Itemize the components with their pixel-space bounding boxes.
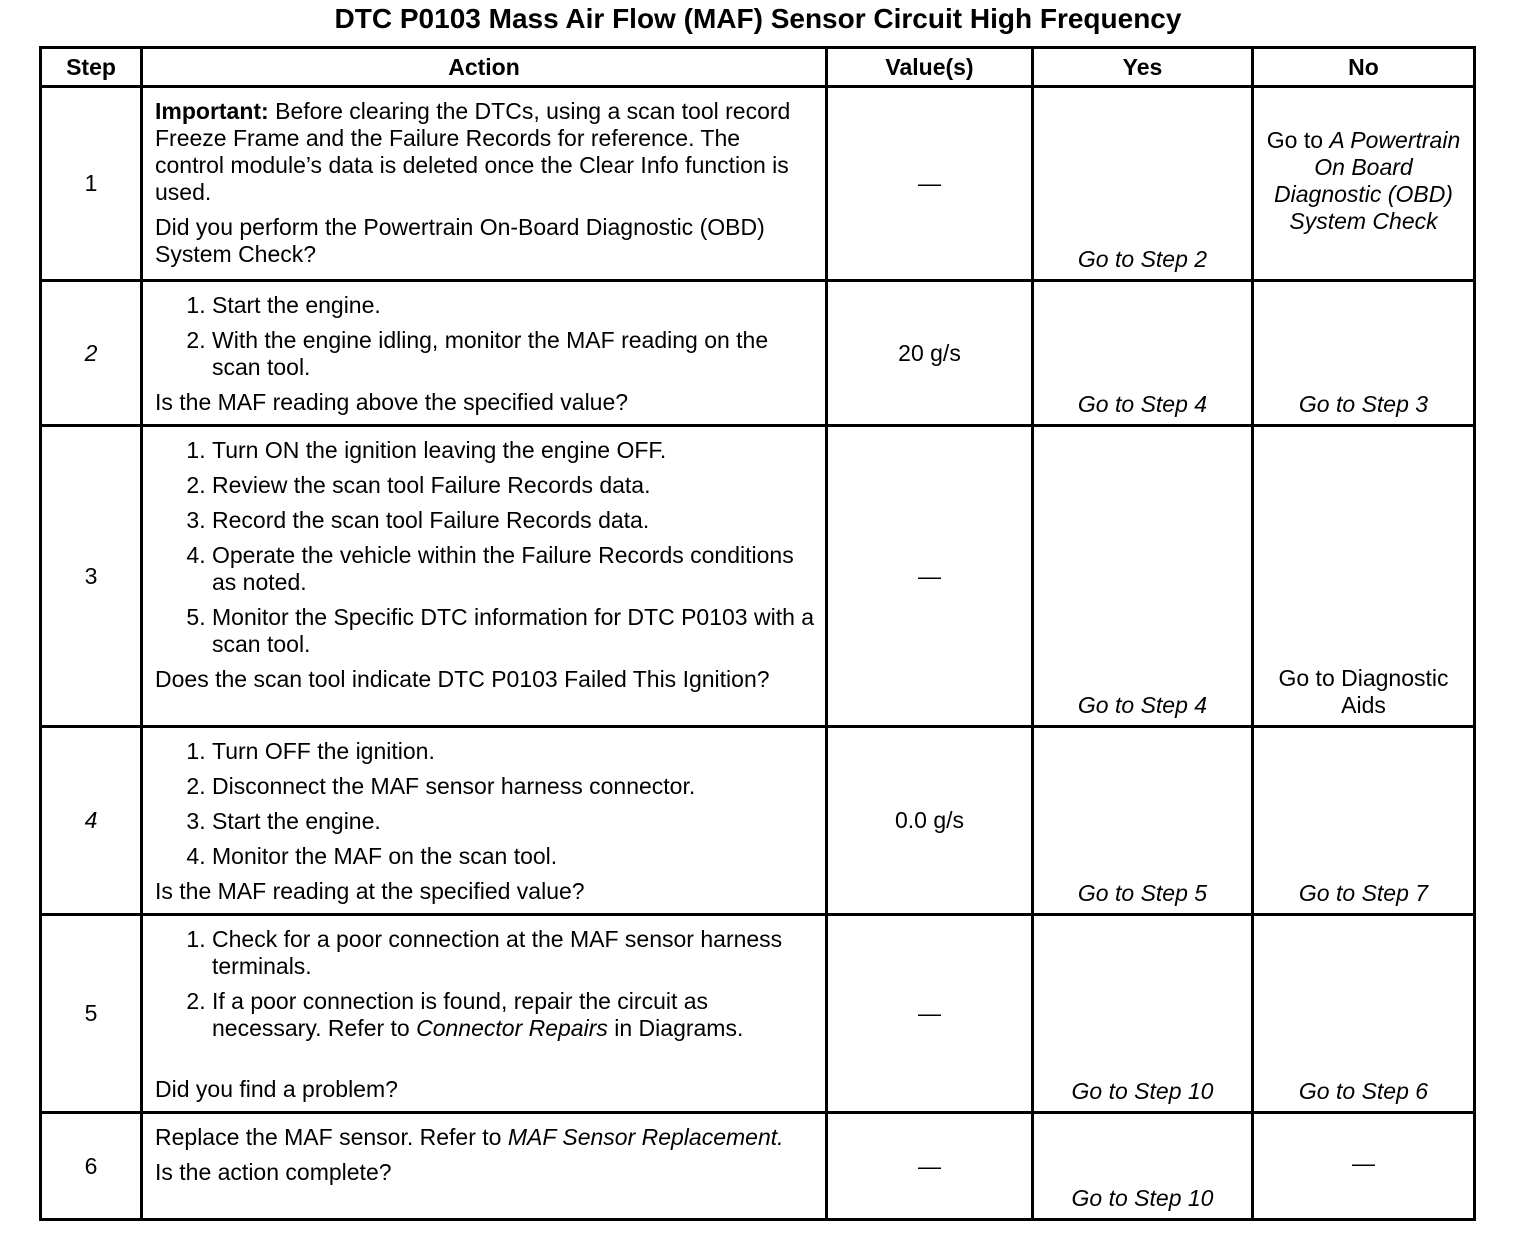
value-cell: 20 g/s bbox=[827, 281, 1033, 426]
table-row bbox=[41, 1113, 1475, 1220]
header-step: Step bbox=[41, 48, 142, 87]
yes-cell: Go to Step 5 bbox=[1033, 727, 1253, 915]
step-number: 3 bbox=[41, 426, 142, 727]
diagnostic-table bbox=[39, 46, 1476, 1221]
no-cell: Go to Step 7 bbox=[1253, 727, 1475, 915]
step-question: Did you perform the Powertrain On-Board Diagnostic (OBD) System Check? bbox=[155, 214, 765, 267]
table-row bbox=[41, 87, 1475, 281]
action-cell bbox=[142, 426, 827, 727]
header-yes: Yes bbox=[1033, 48, 1253, 87]
list-item-text: in Diagrams. bbox=[607, 1015, 744, 1041]
list-item: 3. Record the scan tool Failure Records data. bbox=[212, 507, 815, 534]
value-cell: — bbox=[827, 87, 1033, 281]
no-cell: Go to Step 3 bbox=[1253, 281, 1475, 426]
action-cell bbox=[142, 87, 827, 281]
step-question: Is the MAF reading at the specified value? bbox=[155, 878, 585, 904]
step-question: Does the scan tool indicate DTC P0103 Failed This Ignition? bbox=[155, 666, 770, 692]
page-title: DTC P0103 Mass Air Flow (MAF) Sensor Circuit High Frequency bbox=[334, 3, 1182, 34]
action-list bbox=[155, 926, 815, 1042]
maf-replacement-link: MAF Sensor Replacement. bbox=[507, 1124, 784, 1150]
spacer bbox=[155, 1050, 815, 1076]
table-row bbox=[41, 727, 1475, 915]
no-cell: Go to Diagnostic Aids bbox=[1253, 426, 1475, 727]
value-cell: — bbox=[827, 1113, 1033, 1220]
list-item: 1. Turn OFF the ignition. bbox=[212, 738, 815, 765]
step-question: Is the action complete? bbox=[155, 1159, 392, 1185]
step-number: 6 bbox=[41, 1113, 142, 1220]
value-cell: — bbox=[827, 915, 1033, 1113]
list-item: 3. Start the engine. bbox=[212, 808, 815, 835]
list-item: 2. Disconnect the MAF sensor harness connector. bbox=[212, 773, 815, 800]
action-list bbox=[155, 292, 815, 381]
important-label: Important: bbox=[155, 98, 269, 124]
yes-cell: Go to Step 2 bbox=[1033, 87, 1253, 281]
important-text: Before clearing the DTCs, using a scan tool record Freeze Frame and the Failure Records for reference. The control module’s data is deleted once the Clear Info function is used. bbox=[155, 98, 791, 205]
no-cell: — bbox=[1253, 1113, 1475, 1220]
header-no: No bbox=[1253, 48, 1475, 87]
yes-cell: Go to Step 10 bbox=[1033, 1113, 1253, 1220]
step-number: 2 bbox=[41, 281, 142, 426]
step-text bbox=[155, 1124, 815, 1151]
yes-cell: Go to Step 10 bbox=[1033, 915, 1253, 1113]
action-list bbox=[155, 437, 815, 658]
action-cell bbox=[142, 1113, 827, 1220]
list-item: 1. Start the engine. bbox=[212, 292, 815, 319]
action-cell bbox=[142, 727, 827, 915]
list-item: 4. Monitor the MAF on the scan tool. bbox=[212, 843, 815, 870]
step-text-pre: Replace the MAF sensor. Refer to bbox=[155, 1124, 508, 1150]
list-item: 4. Operate the vehicle within the Failure Records conditions as noted. bbox=[212, 542, 815, 596]
step-number: 5 bbox=[41, 915, 142, 1113]
action-cell bbox=[142, 281, 827, 426]
table-row bbox=[41, 426, 1475, 727]
table-row bbox=[41, 281, 1475, 426]
yes-cell: Go to Step 4 bbox=[1033, 426, 1253, 727]
yes-cell: Go to Step 4 bbox=[1033, 281, 1253, 426]
list-item bbox=[212, 988, 815, 1042]
list-item: 1. Check for a poor connection at the MAF sensor harness terminals. bbox=[212, 926, 815, 980]
list-item: 2. With the engine idling, monitor the MAF reading on the scan tool. bbox=[212, 327, 815, 381]
no-prefix: Go to bbox=[1266, 126, 1330, 153]
important-note bbox=[155, 98, 815, 206]
connector-repairs-link: Connector Repairs bbox=[416, 1015, 608, 1041]
step-question: Is the MAF reading above the specified value? bbox=[155, 389, 629, 415]
list-item-text: If a poor connection is found, repair the circuit as necessary. Refer to bbox=[212, 988, 709, 1041]
step-number: 4 bbox=[41, 727, 142, 915]
header-action: Action bbox=[142, 48, 827, 87]
step-number: 1 bbox=[41, 87, 142, 281]
table-row bbox=[41, 915, 1475, 1113]
header-row bbox=[41, 48, 1475, 87]
value-cell: — bbox=[827, 426, 1033, 727]
obd-check-link: A Powertrain On Board Diagnostic (OBD) System Check bbox=[1274, 126, 1461, 234]
list-item: 2. Review the scan tool Failure Records data. bbox=[212, 472, 815, 499]
action-cell bbox=[142, 915, 827, 1113]
no-cell: Go to Step 6 bbox=[1253, 915, 1475, 1113]
no-cell bbox=[1253, 87, 1475, 281]
value-cell: 0.0 g/s bbox=[827, 727, 1033, 915]
step-question: Did you find a problem? bbox=[155, 1076, 398, 1102]
list-item: 1. Turn ON the ignition leaving the engine OFF. bbox=[212, 437, 815, 464]
list-item: 5. Monitor the Specific DTC information for DTC P0103 with a scan tool. bbox=[212, 604, 815, 658]
header-values: Value(s) bbox=[827, 48, 1033, 87]
action-list bbox=[155, 738, 815, 870]
